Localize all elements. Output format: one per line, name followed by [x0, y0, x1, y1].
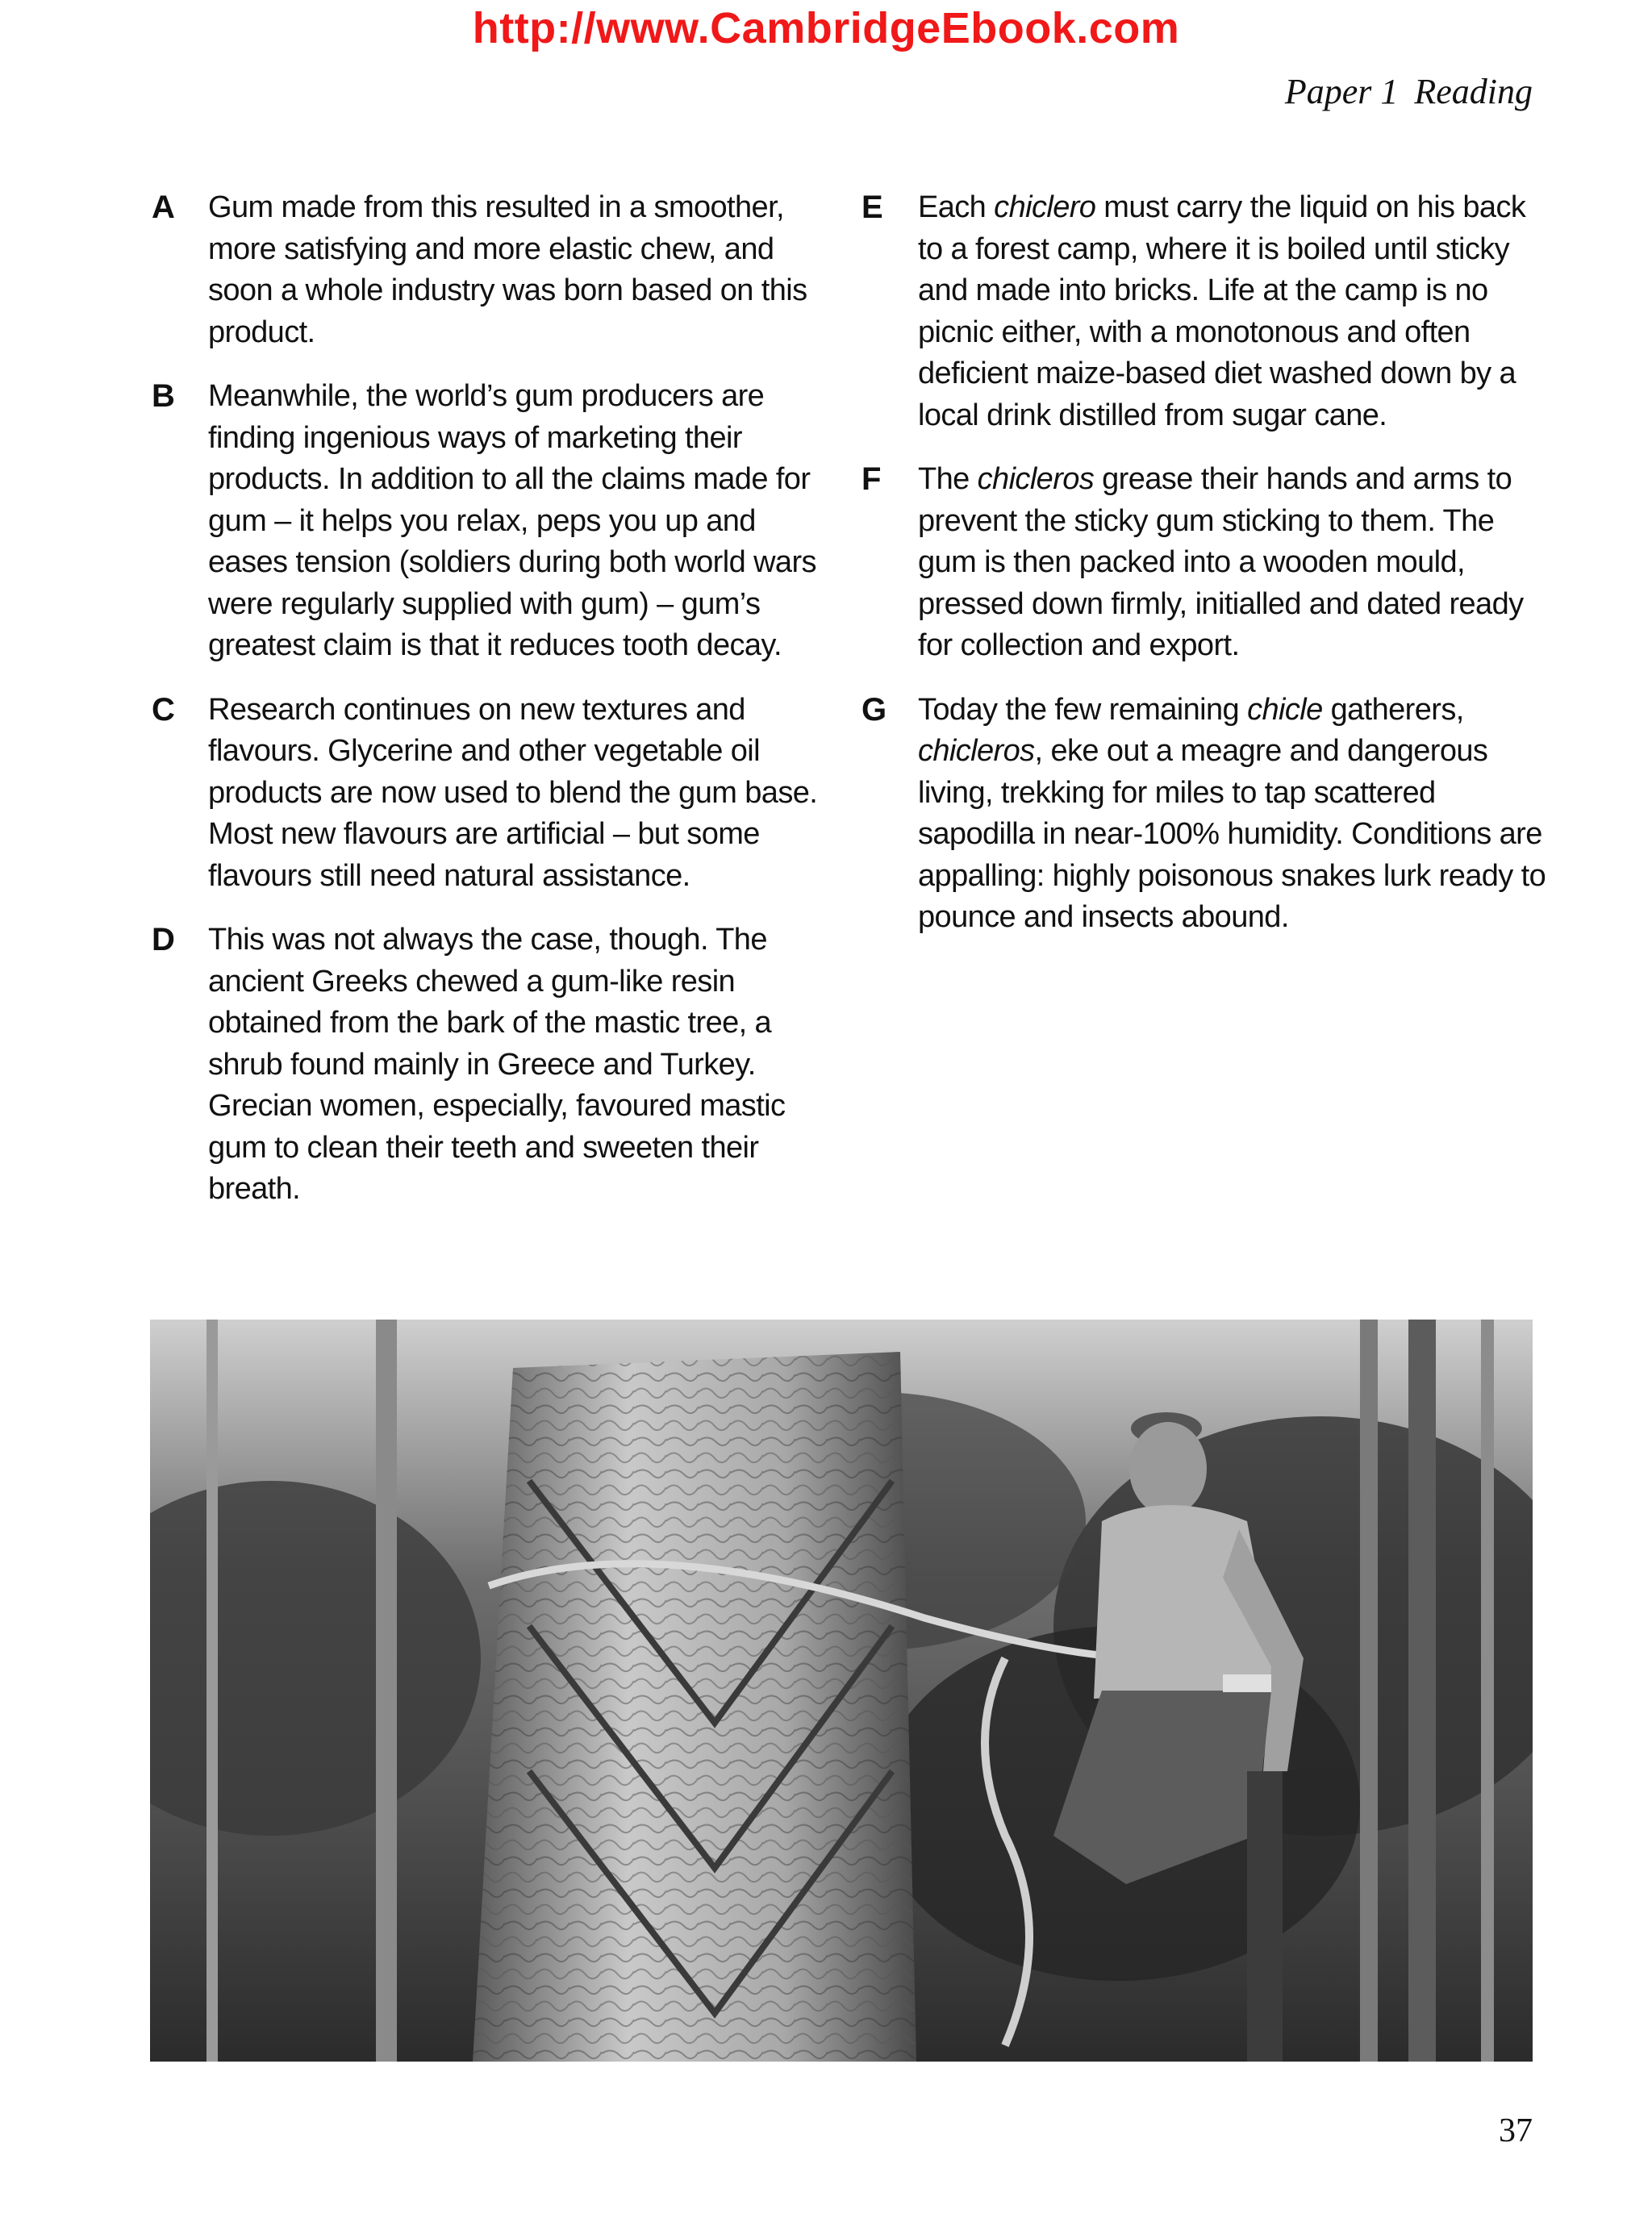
paragraph-a — [148, 187, 842, 353]
paragraph-text — [208, 187, 842, 353]
text-run: Research continues on new textures and flavours. Glycerine and other vegetable oil products are now used to blend the gum base. Most new flavours are artificial – but some flavours still need natural assistance. — [208, 692, 818, 893]
italic-term: chicleros — [918, 734, 1035, 768]
watermark-url[interactable]: http://www.CambridgeEbook.com — [472, 4, 1180, 52]
paragraph-d — [148, 919, 842, 1211]
running-head-title: Reading — [1414, 72, 1533, 111]
paragraph-letter: B — [152, 378, 175, 414]
text-run: Today the few remaining — [918, 692, 1248, 727]
paragraph-text — [208, 690, 842, 898]
running-head — [1285, 71, 1533, 112]
paragraph-letter: D — [152, 922, 175, 957]
text-run: , eke out a meagre and dangerous living, trekking for miles to tap scattered sapodilla in near-100% humidity. Conditions are appalling: highly poisonous snakes lurk ready to pounce and insects abound. — [918, 734, 1546, 934]
paragraph-letter: A — [152, 190, 175, 225]
paragraph-text — [918, 187, 1552, 436]
paragraph-letter: C — [152, 691, 175, 728]
right-column — [858, 187, 1552, 961]
left-column — [148, 187, 842, 1233]
page-number: 37 — [1499, 2112, 1533, 2150]
italic-term: chicle — [1247, 692, 1323, 727]
italic-term: chicleros — [977, 462, 1095, 496]
text-run: grease their hands and arms to prevent the sticky gum sticking to them. The gum is then packed into a wooden mould, pressed down firmly, initialled and dated ready for collection and export. — [918, 462, 1524, 662]
paragraph-b — [148, 376, 842, 667]
paragraph-text — [918, 690, 1552, 939]
paragraph-g — [858, 690, 1552, 939]
text-run: Meanwhile, the world’s gum producers are finding ingenious ways of marketing their products. In addition to all the claims made for gum – it helps you relax, peps you up and eases tension (soldiers during both world wars were regularly supplied with gum) – gum’s greatest claim is that it reduces tooth decay. — [208, 379, 816, 662]
text-run: This was not always the case, though. The ancient Greeks chewed a gum-like resin obtained from the bark of the mastic tree, a shrub found mainly in Greece and Turkey. Grecian women, especially, favoured mastic gum to clean their teeth and sweeten their breath. — [208, 923, 786, 1206]
chiclero-photo — [150, 1320, 1533, 2062]
paragraph-e — [858, 187, 1552, 436]
photo-illustration — [150, 1320, 1533, 2062]
paragraph-letter: G — [861, 691, 886, 728]
text-run: Each — [918, 190, 995, 224]
paragraph-c — [148, 690, 842, 898]
paragraph-text — [918, 459, 1552, 667]
running-head-section: Paper 1 — [1284, 72, 1399, 111]
paragraph-text — [208, 376, 842, 667]
text-run: must carry the liquid on his back to a forest camp, where it is boiled until sticky and made into bricks. Life at the camp is no picnic either, with a monotonous and often deficient maize-based diet washed down by a local drink distilled from sugar cane. — [918, 190, 1526, 432]
paragraph-text — [208, 919, 842, 1211]
text-run: gatherers, — [1322, 692, 1464, 727]
italic-term: chiclero — [994, 190, 1096, 224]
paragraph-letter: F — [861, 461, 881, 497]
paragraph-letter: E — [861, 190, 883, 225]
text-run: Gum made from this resulted in a smoother, more satisfying and more elastic chew, and soon a whole industry was born based on this product. — [208, 190, 807, 349]
text-run: The — [918, 462, 978, 496]
paragraph-f — [858, 459, 1552, 667]
